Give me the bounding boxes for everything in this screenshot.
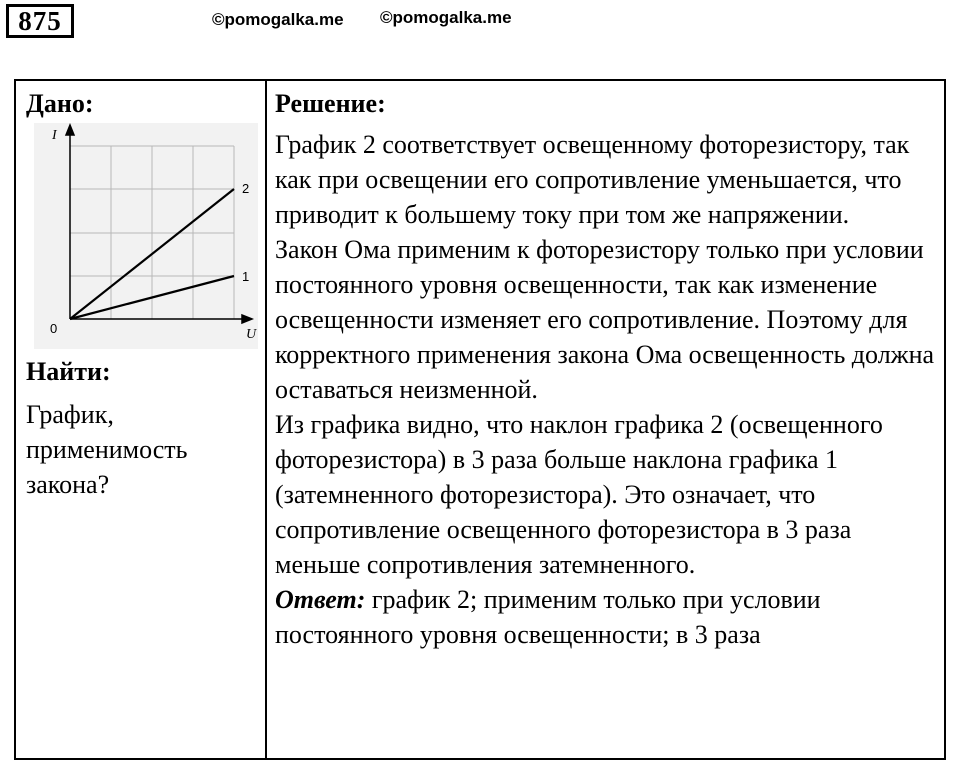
y-axis-label: I — [52, 128, 57, 143]
x-axis-label: U — [246, 327, 257, 342]
watermark: ©pomogalka.me — [212, 10, 344, 29]
answer-text: график 2; применим только при условии постоянного уровня освещенности; в 3 раза — [275, 585, 821, 649]
solution-paragraph: Из графика видно, что наклон графика 2 (освещенного фоторезистора) в 3 раза больше наклона графика 1 (затемненного фоторезистора). Это означает, что сопротивление освещенного фоторезистора в 3 раза меньше сопротивления затемненного. — [275, 410, 883, 579]
answer — [275, 582, 943, 652]
column-divider — [265, 81, 267, 758]
given-heading: Дано: — [26, 89, 94, 118]
line-2-label: 2 — [242, 181, 250, 196]
solution-paragraph: График 2 соответствует освещенному фоторезистору, так как при освещении его сопротивление уменьшается, что приводит к большему току при том же напряжении. — [275, 130, 910, 229]
watermark: ©pomogalka.me — [380, 8, 512, 27]
solution-heading: Решение: — [275, 89, 386, 118]
origin-label: 0 — [50, 321, 58, 336]
solution-table — [14, 79, 946, 760]
solution-body — [275, 127, 943, 652]
graph-background — [34, 123, 258, 349]
find-heading: Найти: — [26, 357, 111, 386]
find-text: График, применимость закона? — [26, 400, 188, 499]
current-voltage-graph — [34, 123, 258, 349]
line-1-label: 1 — [242, 269, 250, 284]
answer-label: Ответ: — [275, 585, 366, 614]
solution-paragraph: Закон Ома применим к фоторезистору только при условии постоянного уровня освещенности, так как изменение освещенности изменяет его сопротивление. Поэтому для корректного применения закона Ома освещенность должна оставаться неизменной. — [275, 235, 935, 404]
problem-number: 875 — [6, 4, 74, 38]
